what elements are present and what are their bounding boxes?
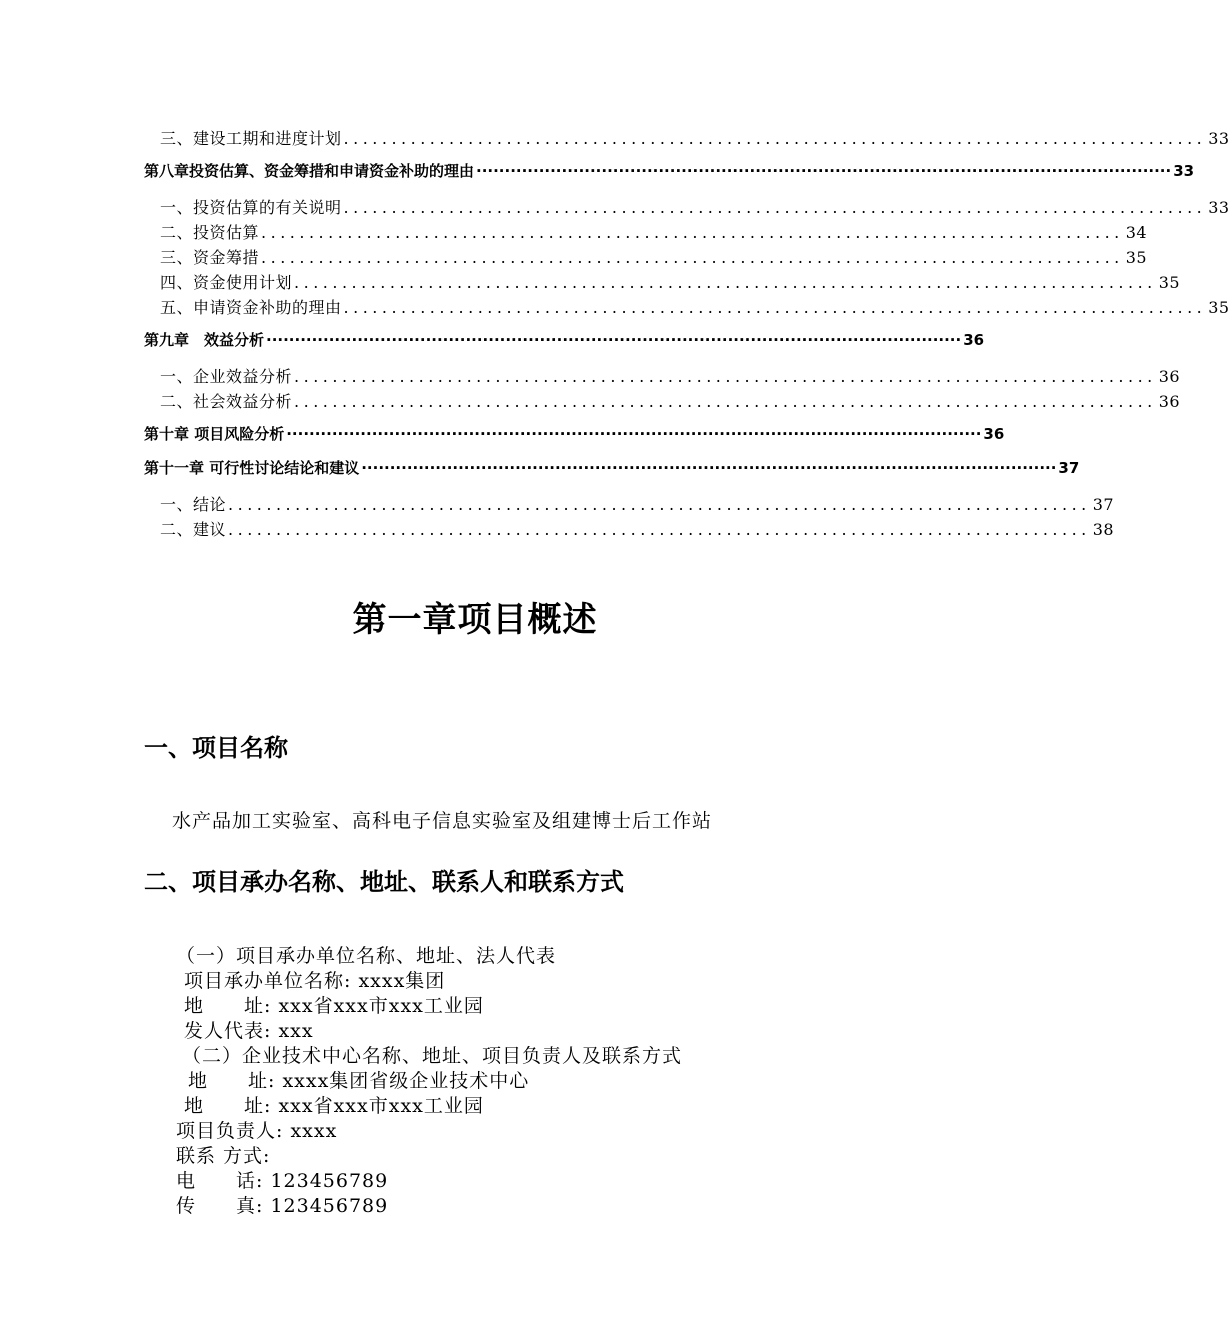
toc-entry-title: 四、资金使用计划	[160, 273, 293, 292]
toc-page-number: 33	[1173, 162, 1195, 180]
toc-leader-dots: ··························································································································	[476, 162, 1172, 180]
toc-entry-title: 五、申请资金补助的理由	[160, 298, 342, 317]
unit-name-line: 项目承办单位名称: xxxx集团	[184, 970, 446, 992]
toc-entry-title: 三、建设工期和进度计划	[160, 129, 342, 148]
toc-entry-title: 第十一章 可行性讨论结论和建议	[144, 459, 360, 477]
toc-entry-title: 二、投资估算	[160, 223, 260, 242]
toc-leader-dots: ··························································································································	[286, 425, 982, 443]
section-heading-project-name: 一、项目名称	[144, 734, 288, 762]
toc-page-number: 36	[1158, 367, 1181, 386]
contact-method-line: 联系 方式:	[176, 1145, 271, 1167]
toc-entry[interactable]	[160, 220, 1148, 242]
toc-page-number: 37	[1092, 495, 1115, 514]
unit-address-line: 地 址: xxx省xxx市xxx工业园	[184, 995, 484, 1017]
toc-page-number: 33	[1208, 129, 1230, 148]
toc-page-number: 33	[1208, 198, 1230, 217]
toc-entry-title: 一、结论	[160, 495, 227, 514]
toc-page-number: 36	[963, 331, 985, 349]
toc-entry[interactable]	[160, 517, 1115, 539]
fax-line: 传 真: 123456789	[176, 1195, 389, 1217]
toc-page-number: 37	[1058, 459, 1080, 477]
toc-leader-dots: ..........................................................................................	[294, 392, 1157, 411]
phone-line: 电 话: 123456789	[176, 1170, 389, 1192]
toc-entry[interactable]	[160, 492, 1115, 514]
toc-page-number: 35	[1158, 273, 1181, 292]
toc-leader-dots: ..........................................................................................	[294, 273, 1157, 292]
toc-leader-dots: ..........................................................................................	[261, 248, 1124, 267]
toc-entry-title: 一、企业效益分析	[160, 367, 293, 386]
toc-entry-title: 第九章 效益分析	[144, 331, 265, 349]
toc-page-number: 38	[1092, 520, 1115, 539]
toc-entry-title: 二、社会效益分析	[160, 392, 293, 411]
toc-leader-dots: ..........................................................................................	[228, 495, 1091, 514]
toc-entry[interactable]	[160, 195, 1230, 217]
toc-page-number: 35	[1208, 298, 1230, 317]
toc-leader-dots: ..........................................................................................	[261, 223, 1124, 242]
toc-leader-dots: ..........................................................................................	[343, 298, 1207, 317]
toc-chapter-entry[interactable]	[144, 423, 1005, 445]
toc-leader-dots: ..........................................................................................	[343, 198, 1207, 217]
toc-chapter-entry[interactable]	[144, 329, 985, 351]
project-lead-line: 项目负责人: xxxx	[176, 1120, 338, 1142]
toc-entry-title: 第十章 项目风险分析	[144, 425, 285, 443]
toc-page-number: 36	[1158, 392, 1181, 411]
toc-entry[interactable]	[160, 295, 1230, 317]
project-name-text: 水产品加工实验室、高科电子信息实验室及组建博士后工作站	[172, 810, 713, 832]
toc-leader-dots: ··························································································································	[361, 459, 1057, 477]
toc-leader-dots: ..........................................................................................	[343, 129, 1207, 148]
toc-entry-title: 二、建议	[160, 520, 227, 539]
tech-center-address-line: 地 址: xxx省xxx市xxx工业园	[184, 1095, 484, 1117]
subsection-heading-tech-center: （二）企业技术中心名称、地址、项目负责人及联系方式	[182, 1045, 683, 1067]
toc-entry[interactable]	[160, 270, 1181, 292]
toc-page-number: 35	[1125, 248, 1148, 267]
toc-entry[interactable]	[160, 364, 1181, 386]
toc-entry-title: 一、投资估算的有关说明	[160, 198, 342, 217]
legal-representative-line: 发人代表: xxx	[184, 1020, 314, 1042]
toc-entry-title: 三、资金筹措	[160, 248, 260, 267]
toc-entry-title: 第八章投资估算、资金筹措和申请资金补助的理由	[144, 162, 475, 180]
chapter-title: 第一章项目概述	[352, 600, 598, 640]
toc-page-number: 36	[983, 425, 1005, 443]
toc-leader-dots: ..........................................................................................	[228, 520, 1091, 539]
toc-entry[interactable]	[160, 245, 1148, 267]
toc-page-number: 34	[1125, 223, 1148, 242]
toc-entry[interactable]	[160, 126, 1230, 148]
toc-leader-dots: ··························································································································	[266, 331, 962, 349]
toc-chapter-entry[interactable]	[144, 457, 1080, 479]
tech-center-name-line: 地 址: xxxx集团省级企业技术中心	[188, 1070, 530, 1092]
toc-chapter-entry[interactable]	[144, 160, 1195, 182]
section-heading-contact: 二、项目承办名称、地址、联系人和联系方式	[144, 868, 624, 896]
toc-entry[interactable]	[160, 389, 1181, 411]
toc-leader-dots: ..........................................................................................	[294, 367, 1157, 386]
subsection-heading-unit: （一）项目承办单位名称、地址、法人代表	[176, 945, 557, 967]
